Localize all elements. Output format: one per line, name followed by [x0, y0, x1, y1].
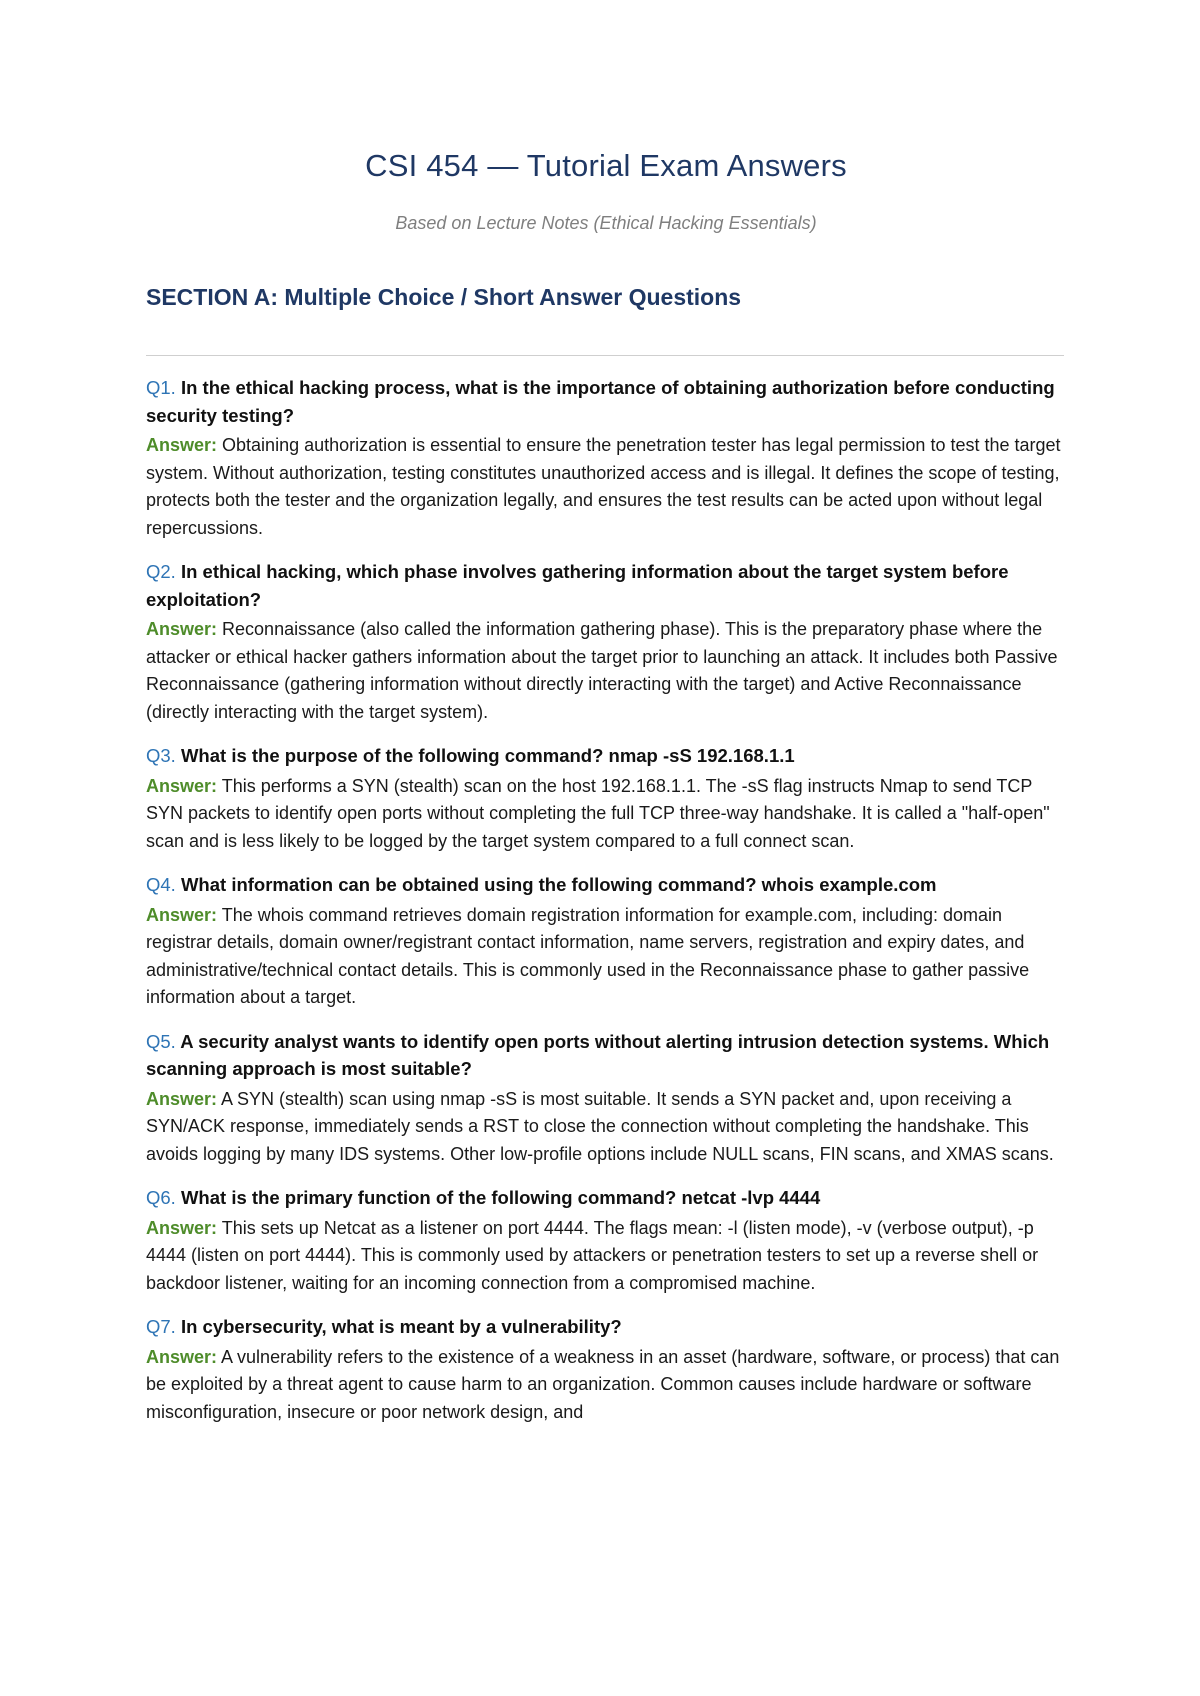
question-number: Q2. [146, 561, 176, 582]
question-text: What is the purpose of the following command? nmap -sS 192.168.1.1 [180, 745, 795, 766]
answer-label: Answer: [146, 1346, 218, 1367]
question [146, 558, 1066, 613]
section-heading: SECTION A: Multiple Choice / Short Answer Questions [146, 284, 742, 310]
question-item-q4 [146, 871, 1066, 1012]
question-number: Q5. [146, 1030, 176, 1052]
answer-text: The whois command retrieves domain registration information for example.com, including: domain registrar details, domain owner/registrant contact information, name servers, registration and expiry dates, and administrative/technical contact details. This is commonly used in the Reconnaissance phase to gather passive information about a target. [146, 904, 1030, 1007]
question-number: Q3. [146, 745, 176, 766]
question-item-q5 [146, 1028, 1066, 1169]
question [146, 374, 1066, 429]
question-text: In cybersecurity, what is meant by a vulnerability? [180, 1316, 622, 1337]
question [146, 871, 1066, 899]
question-text: In ethical hacking, which phase involves gathering information about the target system before exploitation? [146, 561, 1009, 610]
question [146, 742, 1066, 770]
answer-text: A vulnerability refers to the existence of a weakness in an asset (hardware, software, or process) that can be exploited by a threat agent to cause harm to an organization. Common causes include hardware or software misconfiguration, insecure or poor network design, and [146, 1346, 1060, 1422]
question-item-q2 [146, 558, 1066, 726]
answer-text: Reconnaissance (also called the information gathering phase). This is the preparatory phase where the attacker or ethical hacker gathers information about the target prior to launching an attack. It includes both Passive Reconnaissance (gathering information without directly interacting with the target) and Active Reconnaissance (directly interacting with the target system). [146, 619, 1058, 722]
question-text: What information can be obtained using the following command? whois example.com [180, 874, 937, 895]
answer-label: Answer: [146, 1217, 218, 1238]
question-item-q1 [146, 374, 1066, 542]
question-item-q3 [146, 742, 1066, 855]
answer [146, 1215, 1066, 1298]
question-item-q6 [146, 1184, 1066, 1297]
answer-text: This performs a SYN (stealth) scan on the host 192.168.1.1. The -sS flag instructs Nmap to send TCP SYN packets to identify open ports without completing the full TCP three-way handshake. It is called a "half-open" scan and is less likely to be logged by the target system compared to a full connect scan. [146, 775, 1050, 851]
answer-label: Answer: [146, 619, 218, 639]
question-text: A security analyst wants to identify open ports without alerting intrusion detection systems. Which scanning approach is most suitable? [146, 1030, 1050, 1079]
answer [146, 616, 1066, 726]
question [146, 1313, 1066, 1341]
page-title: CSI 454 — Tutorial Exam Answers [365, 148, 847, 183]
answer [146, 773, 1066, 856]
question-text: In the ethical hacking process, what is the importance of obtaining authorization before conducting security testing? [146, 377, 1055, 426]
answer [146, 1086, 1066, 1169]
answer [146, 1344, 1066, 1427]
question-text: What is the primary function of the following command? netcat -lvp 4444 [180, 1187, 821, 1208]
answer-label: Answer: [146, 435, 218, 455]
page-subtitle: Based on Lecture Notes (Ethical Hacking Essentials) [395, 213, 817, 233]
answer-label: Answer: [146, 904, 218, 925]
answer-label: Answer: [146, 1088, 218, 1109]
section-divider [146, 355, 1064, 356]
question-number: Q7. [146, 1316, 176, 1337]
answer-text: A SYN (stealth) scan using nmap -sS is most suitable. It sends a SYN packet and, upon receiving a SYN/ACK response, immediately sends a RST to close the connection without completing the handshake. This avoids logging by many IDS systems. Other low-profile options include NULL scans, FIN scans, and XMAS scans. [146, 1088, 1054, 1164]
question [146, 1028, 1066, 1083]
question-number: Q4. [146, 874, 176, 895]
question-number: Q1. [146, 377, 176, 398]
answer-text: Obtaining authorization is essential to ensure the penetration tester has legal permission to test the target system. Without authorization, testing constitutes unauthorized access and is illegal. It defines the scope of testing, protects both the tester and the organization legally, and ensures the test results can be acted upon without legal repercussions. [146, 435, 1061, 538]
answer [146, 432, 1066, 542]
question-item-q7 [146, 1313, 1066, 1426]
answer [146, 902, 1066, 1012]
answer-label: Answer: [146, 775, 218, 796]
answer-text: This sets up Netcat as a listener on port 4444. The flags mean: -l (listen mode), -v (verbose output), -p 4444 (listen on port 4444). This is commonly used by attackers or penetration testers to set up a reverse shell or backdoor listener, waiting for an incoming connection from a compromised machine. [146, 1217, 1039, 1293]
document-page [146, 0, 1066, 1696]
question-number: Q6. [146, 1187, 176, 1208]
question [146, 1184, 1066, 1212]
question-list [146, 374, 1066, 1442]
